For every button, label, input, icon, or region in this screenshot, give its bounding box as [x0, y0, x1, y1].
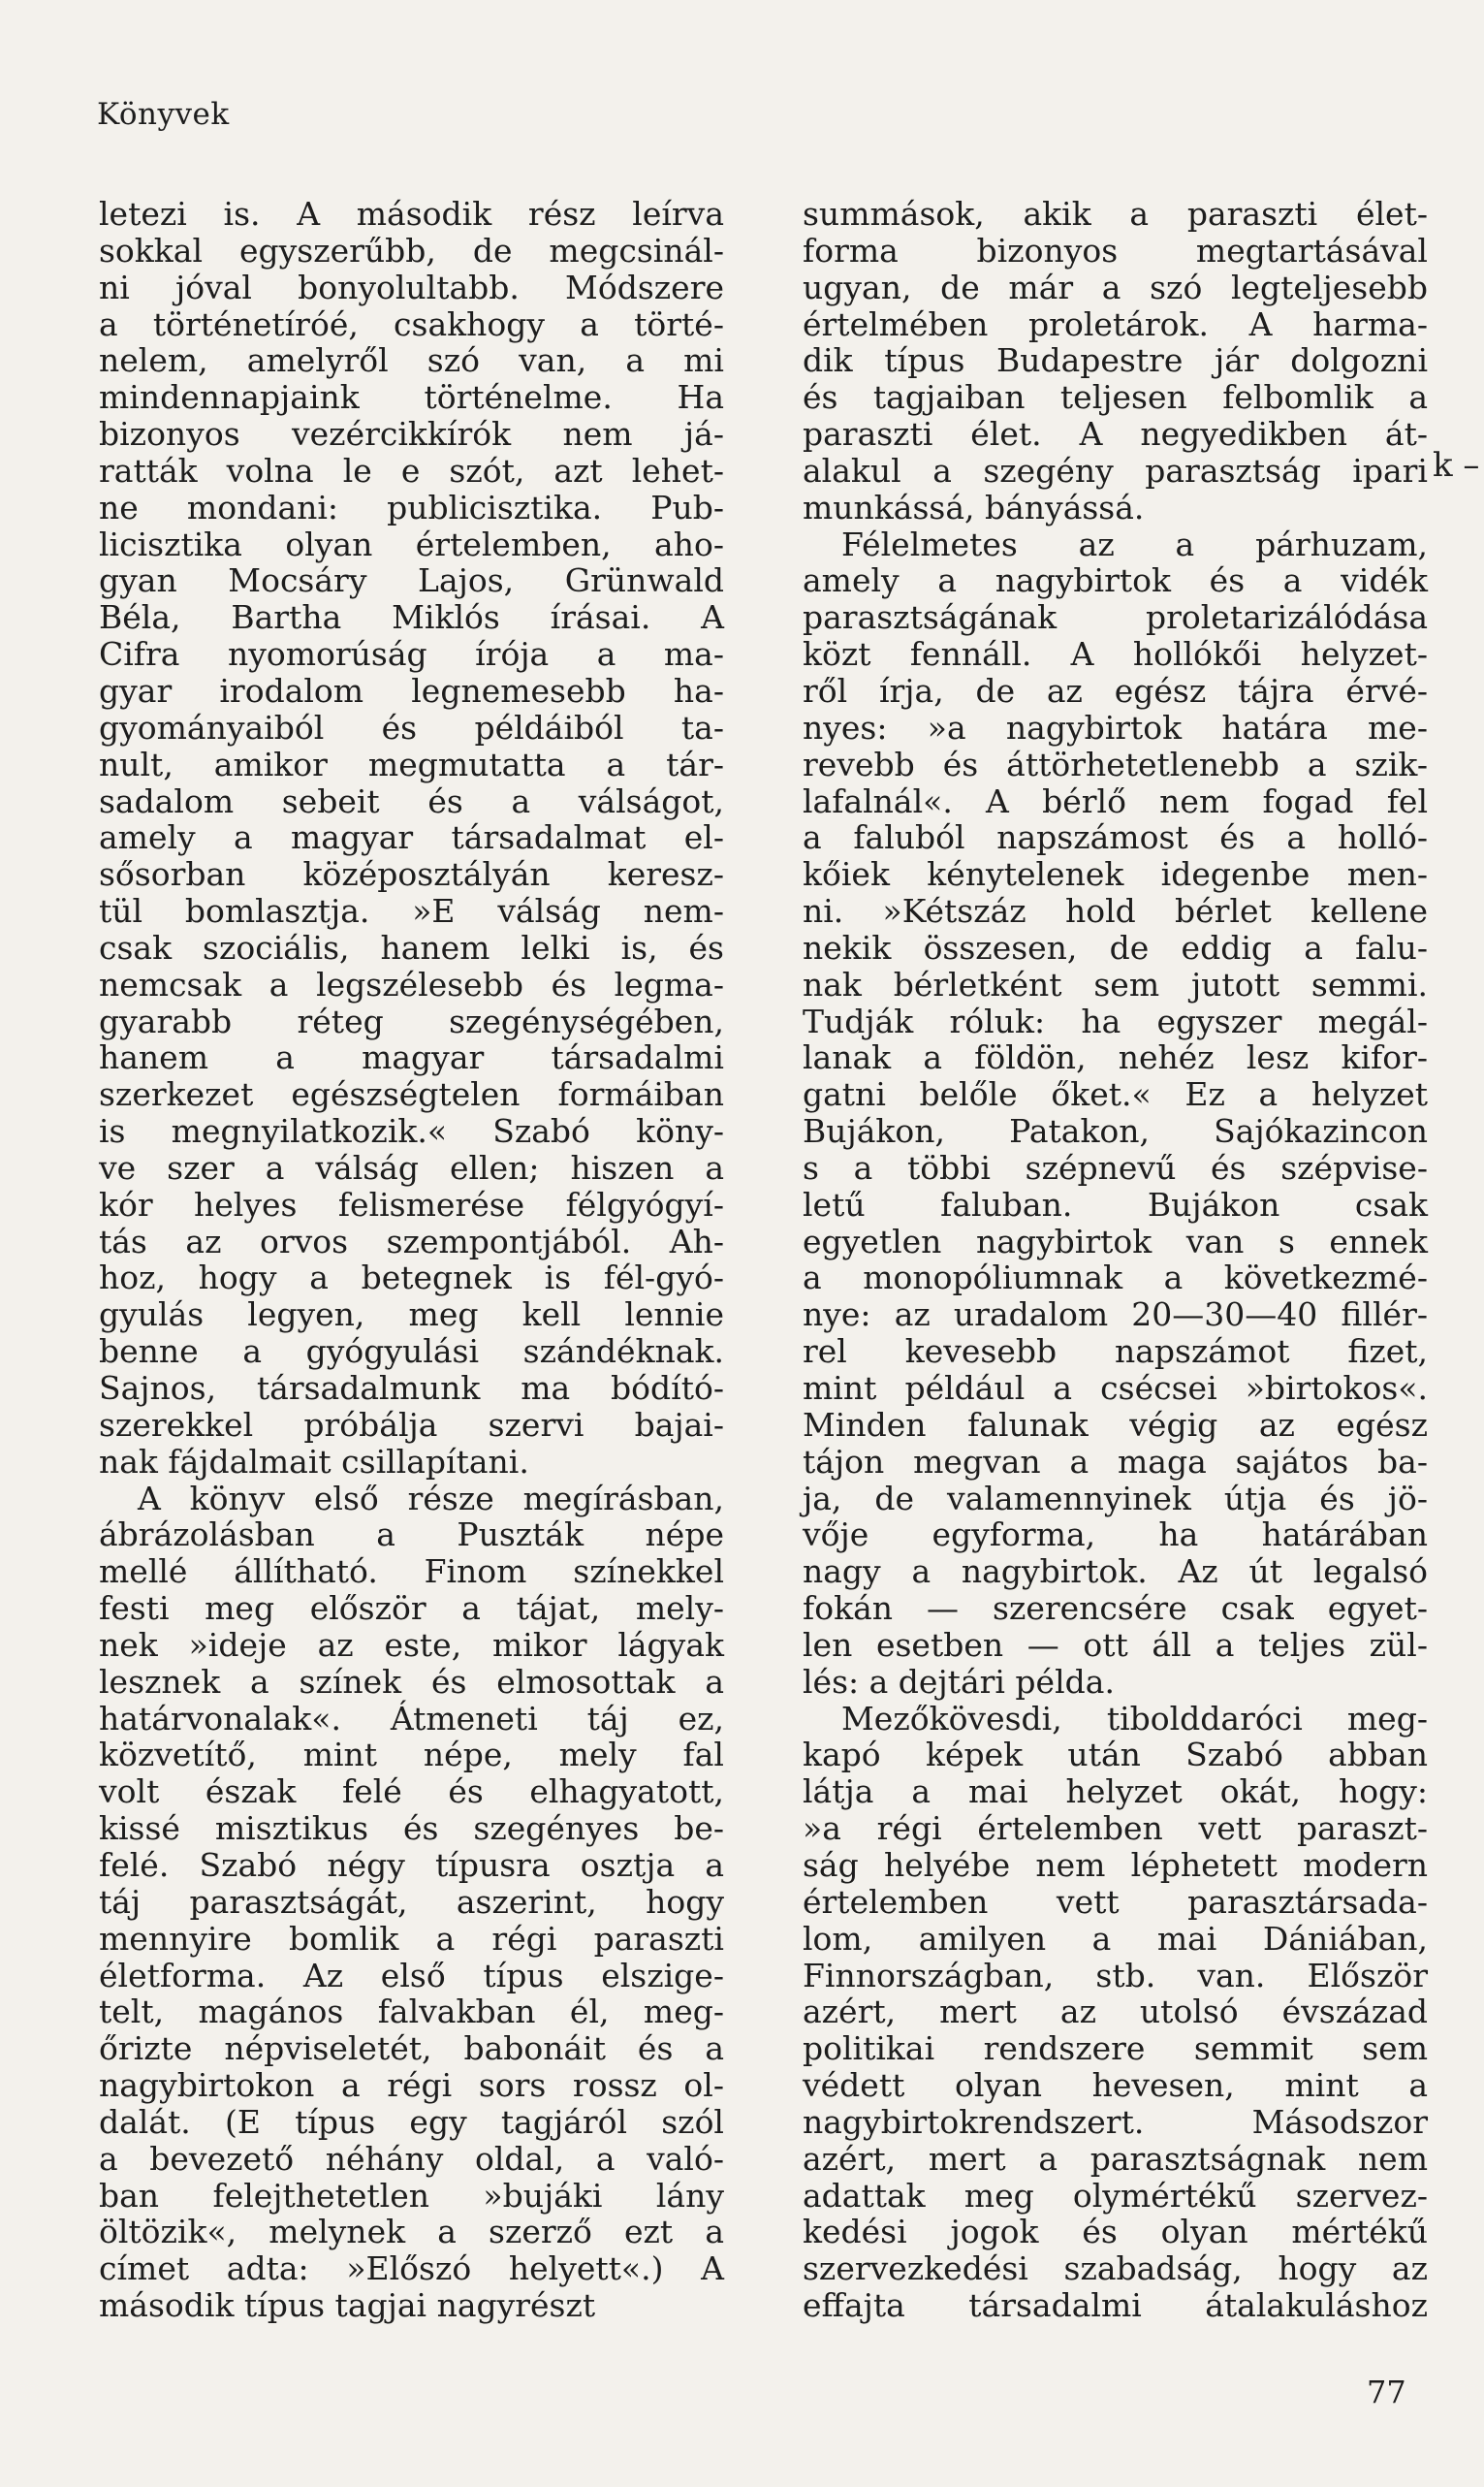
text-line: amely a magyar társadalmat el-	[99, 818, 724, 857]
text-line: alakul a szegény parasztság ipari	[803, 451, 1428, 490]
text-line: második típus tagjai nagyrészt	[99, 2286, 596, 2325]
text-line: adattak meg olymértékű szervez-	[803, 2176, 1428, 2215]
text-line: ne mondani: publicisztika. Pub-	[99, 488, 724, 526]
text-line: licisztika olyan értelemben, aho-	[99, 525, 724, 563]
text-line: effajta társadalmi átalakuláshoz	[803, 2286, 1428, 2325]
text-line: nult, amikor megmutatta a tár-	[99, 745, 724, 783]
text-line: ság helyébe nem léphetett modern	[803, 1845, 1428, 1884]
text-line: sokkal egyszerűbb, de megcsinál-	[99, 231, 724, 270]
text-line: értelemben vett parasztársada-	[803, 1882, 1428, 1921]
text-line: címet adta: »Előszó helyett«.) A	[99, 2249, 724, 2288]
text-line: lesznek a színek és elmosottak a	[99, 1662, 724, 1701]
text-line: ratták volna le e szót, azt lehet-	[99, 451, 724, 490]
text-line: gyományaiból és példáiból ta-	[99, 708, 724, 747]
text-line: bizonyos vezércikkírók nem já-	[99, 415, 724, 454]
text-line: telt, magános falvakban él, meg-	[99, 1993, 724, 2031]
handwritten-margin-note: k –	[1433, 446, 1480, 485]
text-line: látja a mai helyzet okát, hogy:	[803, 1772, 1428, 1811]
text-line: Sajnos, társadalmunk ma bódító-	[99, 1369, 724, 1407]
text-line: ről írja, de az egész tájra érvé-	[803, 671, 1428, 710]
text-line: A könyv első része megírásban,	[138, 1479, 724, 1517]
text-line: ban felejthetetlen »bujáki lány	[99, 2176, 724, 2215]
text-line: kedési jogok és olyan mértékű	[803, 2213, 1428, 2251]
text-line: Cifra nyomorúság írója a ma-	[99, 635, 724, 674]
text-line: benne a gyógyulási szándéknak.	[99, 1332, 724, 1371]
text-line: politikai rendszere semmit sem	[803, 2029, 1428, 2068]
text-line: len esetben — ott áll a teljes zül-	[803, 1625, 1428, 1664]
text-line: volt észak felé és elhagyatott,	[99, 1772, 724, 1811]
text-line: festi meg először a tájat, mely-	[99, 1589, 724, 1628]
text-line: azért, mert a parasztságnak nem	[803, 2139, 1428, 2178]
text-line: »a régi értelemben vett paraszt-	[803, 1809, 1428, 1848]
running-header: Könyvek	[97, 97, 230, 132]
text-line: nak fájdalmait csillapítani.	[99, 1442, 529, 1481]
text-line: nagybirtokon a régi sors rossz ol-	[99, 2066, 724, 2105]
text-line: summások, akik a paraszti élet-	[803, 195, 1428, 233]
text-line: és tagjaiban teljesen felbomlik a	[803, 378, 1428, 417]
text-line: ni jóval bonyolultabb. Módszere	[99, 268, 724, 306]
text-line: sadalom sebeit és a válságot,	[99, 781, 724, 820]
text-line: ábrázolásban a Puszták népe	[99, 1515, 724, 1554]
right-column	[803, 196, 1428, 2324]
text-line: hoz, hogy a betegnek is fél-gyó-	[99, 1259, 724, 1297]
text-line: nekik összesen, de eddig a falu-	[803, 928, 1428, 967]
text-line: paraszti élet. A negyedikben át-	[803, 415, 1428, 454]
text-line: Finnországban, stb. van. Először	[803, 1956, 1428, 1994]
text-line: a bevezető néhány oldal, a való-	[99, 2139, 724, 2178]
text-line: letű faluban. Bujákon csak	[803, 1185, 1428, 1224]
text-line: gyarabb réteg szegénységében,	[99, 1002, 724, 1040]
text-line: ve szer a válság ellen; hiszen a	[99, 1148, 724, 1187]
text-line: forma bizonyos megtartásával	[803, 231, 1428, 270]
text-line: védett olyan hevesen, mint a	[803, 2066, 1428, 2105]
text-line: Félelmetes az a párhuzam,	[841, 525, 1428, 563]
text-line: ni. »Kétszáz hold bérlet kellene	[803, 892, 1428, 931]
text-line: kőiek kénytelenek idegenbe men-	[803, 855, 1428, 894]
text-line: ja, de valamennyinek útja és jö-	[803, 1479, 1428, 1517]
text-line: vője egyforma, ha határában	[803, 1515, 1428, 1554]
text-line: is megnyilatkozik.« Szabó köny-	[99, 1112, 724, 1151]
text-line: munkássá, bányássá.	[803, 488, 1145, 526]
text-line: kapó képek után Szabó abban	[803, 1736, 1428, 1774]
text-line: mindennapjaink történelme. Ha	[99, 378, 724, 417]
text-line: ugyan, de már a szó legteljesebb	[803, 268, 1428, 306]
text-line: s a többi szépnevű és szépvise-	[803, 1148, 1428, 1187]
text-line: szervezkedési szabadság, hogy az	[803, 2249, 1428, 2288]
text-line: Bujákon, Patakon, Sajókazincon	[803, 1112, 1428, 1151]
text-line: nak bérletként sem jutott semmi.	[803, 965, 1428, 1004]
text-line: Mezőkövesdi, tibolddaróci meg-	[841, 1699, 1428, 1738]
text-line: nye: az uradalom 20—30—40 fillér-	[803, 1295, 1428, 1334]
text-line: kissé misztikus és szegényes be-	[99, 1809, 724, 1848]
text-line: nemcsak a legszélesebb és legma-	[99, 965, 724, 1004]
left-column	[99, 196, 724, 2324]
text-line: lanak a földön, nehéz lesz kifor-	[803, 1038, 1428, 1077]
text-line: lafalnál«. A bérlő nem fogad fel	[803, 781, 1428, 820]
text-line: értelmében proletárok. A harma-	[803, 304, 1428, 343]
text-line: nyes: »a nagybirtok határa me-	[803, 708, 1428, 747]
text-line: őrizte népviseletét, babonáit és a	[99, 2029, 724, 2068]
text-line: mennyire bomlik a régi paraszti	[99, 1919, 724, 1958]
text-line: tájon megvan a maga sajátos ba-	[803, 1442, 1428, 1481]
text-line: egyetlen nagybirtok van s ennek	[803, 1222, 1428, 1260]
text-line: rel kevesebb napszámot fizet,	[803, 1332, 1428, 1371]
text-line: gyulás legyen, meg kell lennie	[99, 1295, 724, 1334]
text-line: táj parasztságát, aszerint, hogy	[99, 1882, 724, 1921]
text-line: a történetíróé, csakhogy a törté-	[99, 304, 724, 343]
text-line: dalát. (E típus egy tagjáról szól	[99, 2102, 724, 2141]
text-line: parasztságának proletarizálódása	[803, 598, 1428, 637]
text-line: Minden falunak végig az egész	[803, 1405, 1428, 1444]
text-line: kór helyes felismerése félgyógyí-	[99, 1185, 724, 1224]
text-line: mellé állítható. Finom színekkel	[99, 1552, 724, 1591]
text-line: mint például a csécsei »birtokos«.	[803, 1369, 1428, 1407]
text-line: letezi is. A második rész leírva	[99, 195, 724, 233]
page-number: 77	[1367, 2374, 1406, 2410]
text-line: szerkezet egészségtelen formáiban	[99, 1075, 724, 1114]
text-line: határvonalak«. Átmeneti táj ez,	[99, 1699, 724, 1738]
text-line: közt fennáll. A hollókői helyzet-	[803, 635, 1428, 674]
text-line: hanem a magyar társadalmi	[99, 1038, 724, 1077]
text-line: lom, amilyen a mai Dániában,	[803, 1919, 1428, 1958]
text-line: amely a nagybirtok és a vidék	[803, 561, 1428, 600]
text-line: nagy a nagybirtok. Az út legalsó	[803, 1552, 1428, 1591]
text-line: dik típus Budapestre jár dolgozni	[803, 341, 1428, 380]
text-line: Tudják róluk: ha egyszer megál-	[803, 1002, 1428, 1040]
text-line: a monopóliumnak a következmé-	[803, 1259, 1428, 1297]
text-line: gyan Mocsáry Lajos, Grünwald	[99, 561, 724, 600]
text-line: gatni belőle őket.« Ez a helyzet	[803, 1075, 1428, 1114]
text-line: revebb és áttörhetetlenebb a szik-	[803, 745, 1428, 783]
text-line: közvetítő, mint népe, mely fal	[99, 1736, 724, 1774]
text-line: csak szociális, hanem lelki is, és	[99, 928, 724, 967]
text-line: sősorban középosztályán keresz-	[99, 855, 724, 894]
text-line: életforma. Az első típus elszige-	[99, 1956, 724, 1994]
text-line: gyar irodalom legnemesebb ha-	[99, 671, 724, 710]
text-line: nagybirtokrendszert. Másodszor	[803, 2102, 1428, 2141]
text-line: fokán — szerencsére csak egyet-	[803, 1589, 1428, 1628]
text-line: lés: a dejtári példa.	[803, 1662, 1115, 1701]
text-line: öltözik«, melynek a szerző ezt a	[99, 2213, 724, 2251]
text-line: nelem, amelyről szó van, a mi	[99, 341, 724, 380]
text-line: tás az orvos szempontjából. Ah-	[99, 1222, 724, 1260]
text-line: a faluból napszámost és a holló-	[803, 818, 1428, 857]
text-line: tül bomlasztja. »E válság nem-	[99, 892, 724, 931]
text-line: azért, mert az utolsó évszázad	[803, 1993, 1428, 2031]
text-line: szerekkel próbálja szervi bajai-	[99, 1405, 724, 1444]
text-line: nek »ideje az este, mikor lágyak	[99, 1625, 724, 1664]
text-line: felé. Szabó négy típusra osztja a	[99, 1845, 724, 1884]
text-line: Béla, Bartha Miklós írásai. A	[99, 598, 724, 637]
